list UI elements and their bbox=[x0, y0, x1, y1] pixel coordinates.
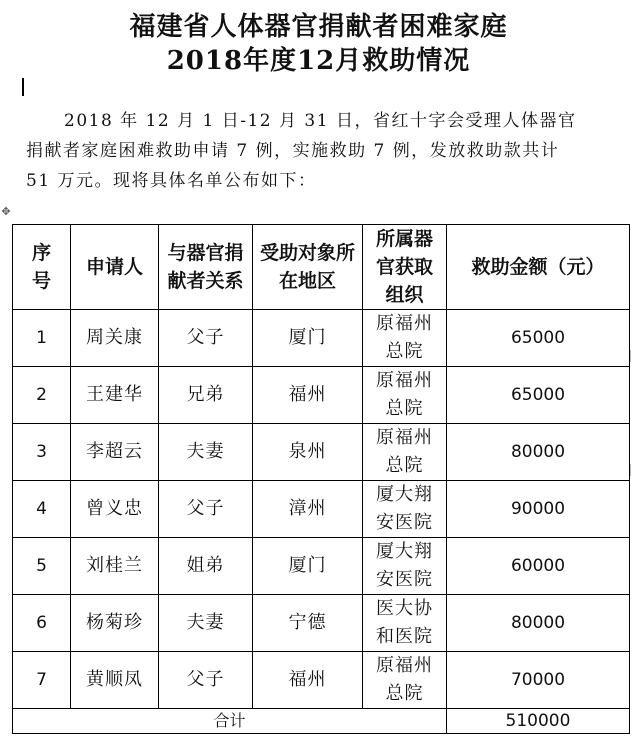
row-number: 6 bbox=[13, 595, 71, 652]
header-relation: 与器官捐献者关系 bbox=[159, 225, 253, 310]
table-header-row bbox=[13, 225, 630, 310]
recipient-region: 厦门 bbox=[253, 538, 363, 595]
organ-procurement-org: 厦大翔安医院 bbox=[363, 538, 447, 595]
applicant-name: 黄顺凤 bbox=[71, 652, 159, 709]
text-cursor bbox=[22, 78, 24, 96]
applicant-name: 曾义忠 bbox=[71, 481, 159, 538]
donor-relation: 夫妻 bbox=[159, 424, 253, 481]
applicant-name: 刘桂兰 bbox=[71, 538, 159, 595]
donor-relation: 姐弟 bbox=[159, 538, 253, 595]
applicant-name: 王建华 bbox=[71, 367, 159, 424]
header-amount: 救助金额（元） bbox=[447, 225, 630, 310]
applicant-name: 杨菊珍 bbox=[71, 595, 159, 652]
donor-relation: 夫妻 bbox=[159, 595, 253, 652]
row-number: 4 bbox=[13, 481, 71, 538]
total-amount: 510000 bbox=[447, 709, 630, 734]
recipient-region: 漳州 bbox=[253, 481, 363, 538]
row-number: 1 bbox=[13, 310, 71, 367]
organ-procurement-org: 医大协和医院 bbox=[363, 595, 447, 652]
aid-amount: 80000 bbox=[447, 595, 630, 652]
organ-procurement-org: 原福州总院 bbox=[363, 424, 447, 481]
donor-relation: 父子 bbox=[159, 481, 253, 538]
recipient-region: 宁德 bbox=[253, 595, 363, 652]
intro-text: 2018 年 12 月 1 日-12 月 31 日，省红十字会受理人体器官捐献者家庭困难救助申请 7 例，实施救助 7 例，发放救助款共计 51 万元。现将具体名单公布如下： bbox=[26, 111, 577, 191]
applicant-name: 李超云 bbox=[71, 424, 159, 481]
header-applicant: 申请人 bbox=[71, 225, 159, 310]
recipient-region: 厦门 bbox=[253, 310, 363, 367]
aid-amount: 80000 bbox=[447, 424, 630, 481]
donor-relation: 父子 bbox=[159, 652, 253, 709]
table-row bbox=[13, 367, 630, 424]
ruler-mark-icon bbox=[630, 464, 637, 476]
total-label: 合计 bbox=[13, 709, 447, 734]
organ-procurement-org: 原福州总院 bbox=[363, 652, 447, 709]
table-row bbox=[13, 310, 630, 367]
recipient-region: 福州 bbox=[253, 367, 363, 424]
document-title-line-2: 2018年度12月救助情况 bbox=[166, 46, 471, 76]
move-cross-icon[interactable]: ✥ bbox=[1, 205, 11, 218]
table-row bbox=[13, 652, 630, 709]
applicant-name: 周关康 bbox=[71, 310, 159, 367]
row-number: 2 bbox=[13, 367, 71, 424]
document-title-line-1: 福建省人体器官捐献者困难家庭 bbox=[129, 12, 508, 42]
table-row bbox=[13, 424, 630, 481]
ruler-mark-icon bbox=[630, 350, 637, 362]
header-region: 受助对象所在地区 bbox=[253, 225, 363, 310]
row-number: 5 bbox=[13, 538, 71, 595]
table-total-row bbox=[13, 709, 630, 734]
organ-procurement-org: 原福州总院 bbox=[363, 367, 447, 424]
donor-relation: 父子 bbox=[159, 310, 253, 367]
aid-amount: 65000 bbox=[447, 310, 630, 367]
aid-amount: 70000 bbox=[447, 652, 630, 709]
header-no: 序号 bbox=[13, 225, 71, 310]
header-org: 所属器官获取组织 bbox=[363, 225, 447, 310]
table-row bbox=[13, 538, 630, 595]
aid-amount: 65000 bbox=[447, 367, 630, 424]
recipient-region: 泉州 bbox=[253, 424, 363, 481]
table-row bbox=[13, 481, 630, 538]
aid-amount: 90000 bbox=[447, 481, 630, 538]
intro-paragraph bbox=[26, 106, 586, 196]
row-number: 3 bbox=[13, 424, 71, 481]
aid-table bbox=[12, 224, 630, 734]
table-row bbox=[13, 595, 630, 652]
organ-procurement-org: 厦大翔安医院 bbox=[363, 481, 447, 538]
donor-relation: 兄弟 bbox=[159, 367, 253, 424]
organ-procurement-org: 原福州总院 bbox=[363, 310, 447, 367]
aid-amount: 60000 bbox=[447, 538, 630, 595]
recipient-region: 福州 bbox=[253, 652, 363, 709]
row-number: 7 bbox=[13, 652, 71, 709]
